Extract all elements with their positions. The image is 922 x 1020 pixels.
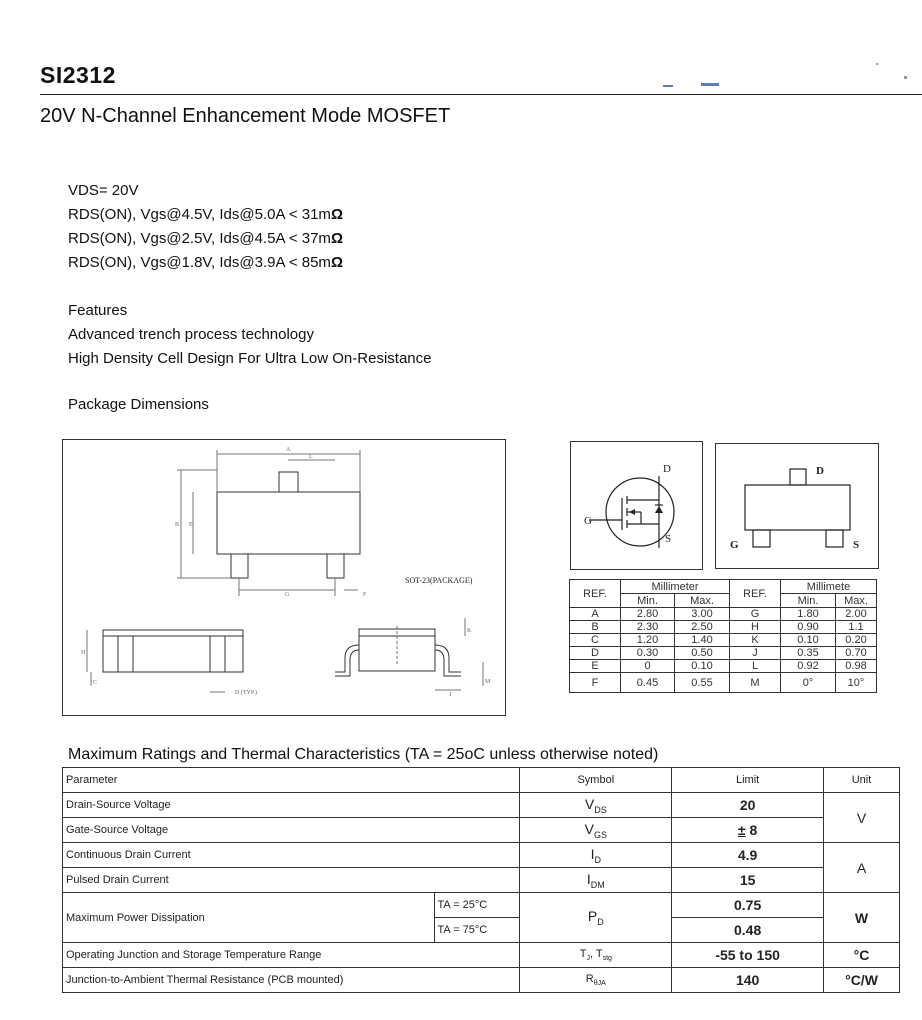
cell: 0.30 [621,647,675,660]
limit-cell: 140 [672,968,824,993]
cell: 0° [781,673,836,693]
ratings-table [62,767,900,993]
condition-cell: TA = 25°C [434,893,520,918]
cell: B [570,621,621,634]
param-cell: Pulsed Drain Current [63,868,520,893]
symbol-cell: $R_{\theta JA}$ [520,968,672,993]
package-drawing [62,439,506,716]
cell: 1.40 [675,634,730,647]
cell: 0.55 [675,673,730,693]
symbol-cell: $T_J$, $T_{stg}$ [520,943,672,968]
table-row [570,647,877,660]
symbol-cell: $V_{DS}$ [520,793,672,818]
table-row [63,868,900,893]
cell: H [730,621,781,634]
cell: L [730,660,781,673]
cell: 1.20 [621,634,675,647]
table-row [570,621,877,634]
unit-cell: W [824,893,900,943]
param-cell: Operating Junction and Storage Temperature Range [63,943,520,968]
pinout-drawing [716,444,880,570]
col-header: Min. [781,594,836,608]
unit-cell: A [824,843,900,893]
dim-label: M [485,679,491,685]
unit-cell: V [824,793,900,843]
dim-label: J [449,692,452,698]
limit-cell: 20 [672,793,824,818]
pin-label-source: S [665,533,672,545]
cell: 0 [621,660,675,673]
col-header: Millimete [781,580,877,594]
cell: 1.80 [781,608,836,621]
cell: 2.00 [836,608,877,621]
cell: 0.98 [836,660,877,673]
dim-label: B [175,522,180,528]
limit-cell: -55 to 150 [672,943,824,968]
cell: 0.92 [781,660,836,673]
cell: M [730,673,781,693]
logo-mark [876,63,878,65]
col-header: Max. [675,594,730,608]
cell: F [570,673,621,693]
cell: 0.10 [675,660,730,673]
dim-label: L [309,454,313,460]
subtitle: 20V N-Channel Enhancement Mode MOSFET [40,105,451,127]
pin-label-source: S [853,539,860,551]
cell: 0.35 [781,647,836,660]
mosfet-symbol-diagram [570,441,703,570]
feature-item: High Density Cell Design For Ultra Low On-Resistance [68,350,432,367]
symbol-cell: $V_{GS}$ [520,818,672,843]
table-row [63,843,900,868]
cell: 0.90 [781,621,836,634]
symbol-cell: $P_D$ [520,893,672,943]
col-header: REF. [570,580,621,608]
spec-line: VDS= 20V [68,182,139,199]
table-row [63,968,900,993]
package-outline-drawing [63,440,507,717]
limit-cell: 0.75 [672,893,824,918]
col-header: Symbol [520,768,672,793]
param-cell: Maximum Power Dissipation [63,893,435,943]
col-header: Min. [621,594,675,608]
table-row [570,608,877,621]
cell: 0.45 [621,673,675,693]
pin-label-gate: G [584,515,592,527]
dim-label: D (TYP.) [235,690,257,696]
pin-label-drain: D [663,463,671,475]
cell: 10° [836,673,877,693]
limit-cell: 0.48 [672,918,824,943]
sot23-pinout-diagram [715,443,879,569]
cell: G [730,608,781,621]
condition-cell: TA = 75°C [434,918,520,943]
unit-cell: °C/W [824,968,900,993]
col-header: Limit [672,768,824,793]
logo-mark [701,83,719,86]
feature-item: Advanced trench process technology [68,326,314,343]
cell: J [730,647,781,660]
features-heading: Features [68,302,128,319]
limit-cell: 4.9 [672,843,824,868]
package-type-label: SOT-23(PACKAGE) [405,576,473,585]
unit-cell: °C [824,943,900,968]
spec-line: RDS(ON), Vgs@1.8V, Ids@3.9A < 85mΩ [68,254,343,271]
param-cell: Continuous Drain Current [63,843,520,868]
table-row [570,673,877,693]
cell: 0.20 [836,634,877,647]
cell: E [570,660,621,673]
table-row [570,660,877,673]
spec-line: RDS(ON), Vgs@4.5V, Ids@5.0A < 31mΩ [68,206,343,223]
dim-label: K [467,628,472,634]
n-channel-mosfet-icon [571,442,704,571]
col-header: Unit [824,768,900,793]
cell: C [570,634,621,647]
param-cell: Gate-Source Voltage [63,818,520,843]
pin-label-gate: G [730,539,739,551]
package-heading: Package Dimensions [68,396,209,413]
dim-label: F [363,592,367,598]
limit-cell: 15 [672,868,824,893]
spec-line: RDS(ON), Vgs@2.5V, Ids@4.5A < 37mΩ [68,230,343,247]
cell: 2.80 [621,608,675,621]
table-row [63,893,900,918]
table-row [63,943,900,968]
cell: 0.50 [675,647,730,660]
table-row [570,634,877,647]
cell: D [570,647,621,660]
table-row [63,793,900,818]
table-row [63,818,900,843]
col-header: REF. [730,580,781,608]
cell: A [570,608,621,621]
dim-label: G [285,592,290,598]
dim-label: A [286,447,291,453]
table-row [63,768,900,793]
header-rule [40,94,922,95]
col-header: Millimeter [621,580,730,594]
limit-cell: ± 8 [672,818,824,843]
symbol-cell: $I_{DM}$ [520,868,672,893]
cell: 0.10 [781,634,836,647]
cell: 2.30 [621,621,675,634]
symbol-cell: $I_D$ [520,843,672,868]
ratings-title: Maximum Ratings and Thermal Characteristics (TA = 25oC unless otherwise noted) [68,746,659,763]
param-cell: Drain-Source Voltage [63,793,520,818]
logo-mark [904,76,907,79]
dim-label: H [81,650,86,656]
cell: 3.00 [675,608,730,621]
param-cell: Junction-to-Ambient Thermal Resistance (PCB mounted) [63,968,520,993]
dimensions-table [569,579,877,693]
col-header: Parameter [63,768,520,793]
cell: 0.70 [836,647,877,660]
col-header: Max. [836,594,877,608]
dim-label: E [189,522,193,528]
cell: 2.50 [675,621,730,634]
dim-label: C [93,680,98,686]
cell: K [730,634,781,647]
logo-mark [663,85,673,87]
cell: 1.1 [836,621,877,634]
pin-label-drain: D [816,465,824,477]
part-number: SI2312 [40,62,116,88]
